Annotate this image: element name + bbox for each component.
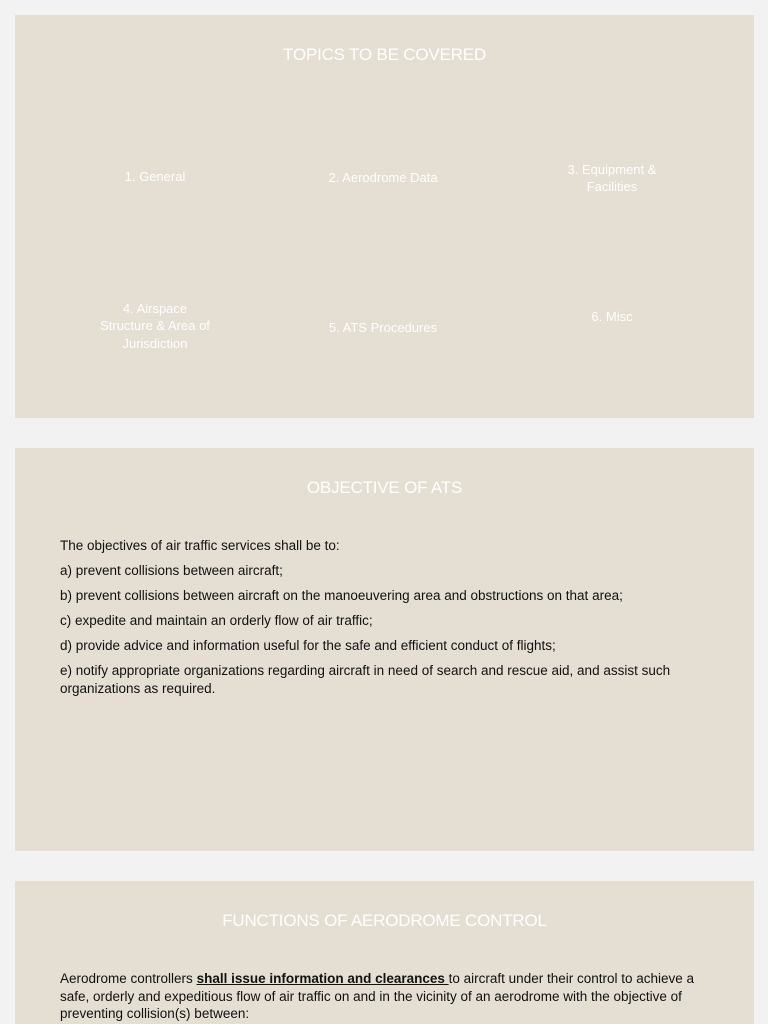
objective-item-b: b) prevent collisions between aircraft on the manoeuvering area and obstructions on that area; [60, 588, 623, 603]
objective-item-a: a) prevent collisions between aircraft; [60, 563, 283, 578]
functions-text-emphasis: shall issue information and clearances [196, 971, 449, 986]
slide-title-objective: OBJECTIVE OF ATS [306, 478, 463, 497]
objectives-intro: The objectives of air traffic services shall be to: [60, 538, 340, 553]
slide-functions-aerodrome-control [15, 881, 754, 1024]
topic-ats-procedures: 5. ATS Procedures [328, 320, 438, 336]
slide-title-functions: FUNCTIONS OF AERODROME CONTROL [222, 911, 547, 930]
topic-airspace-structure: 4. Airspace Structure & Area of Jurisdiction [100, 300, 210, 351]
functions-text-before: Aerodrome controllers [60, 971, 197, 986]
objective-item-d: d) provide advice and information useful for the safe and efficient conduct of flights; [60, 638, 556, 653]
slide-topics [15, 15, 754, 418]
functions-text-after: to aircraft under their control to achieve a safe, orderly and expeditious flow of air traffic on and in the vicinity of an aerodrome with the objective of preventing collision(s) between: [60, 971, 695, 1021]
functions-paragraph [60, 970, 725, 1023]
objective-item-e: e) notify appropriate organizations regarding aircraft in need of search and rescue aid, and assist such organizations as required. [60, 663, 671, 696]
topic-general: 1. General [124, 169, 186, 185]
topic-equipment-facilities: 3. Equipment & Facilities [567, 161, 657, 194]
topic-misc: 6. Misc [591, 309, 633, 325]
topic-aerodrome-data: 2. Aerodrome Data [328, 170, 438, 186]
slide-title-topics: TOPICS TO BE COVERED [283, 45, 486, 64]
slide-objective-of-ats [15, 448, 754, 851]
objectives-list [60, 537, 725, 705]
objective-item-c: c) expedite and maintain an orderly flow of air traffic; [60, 613, 373, 628]
